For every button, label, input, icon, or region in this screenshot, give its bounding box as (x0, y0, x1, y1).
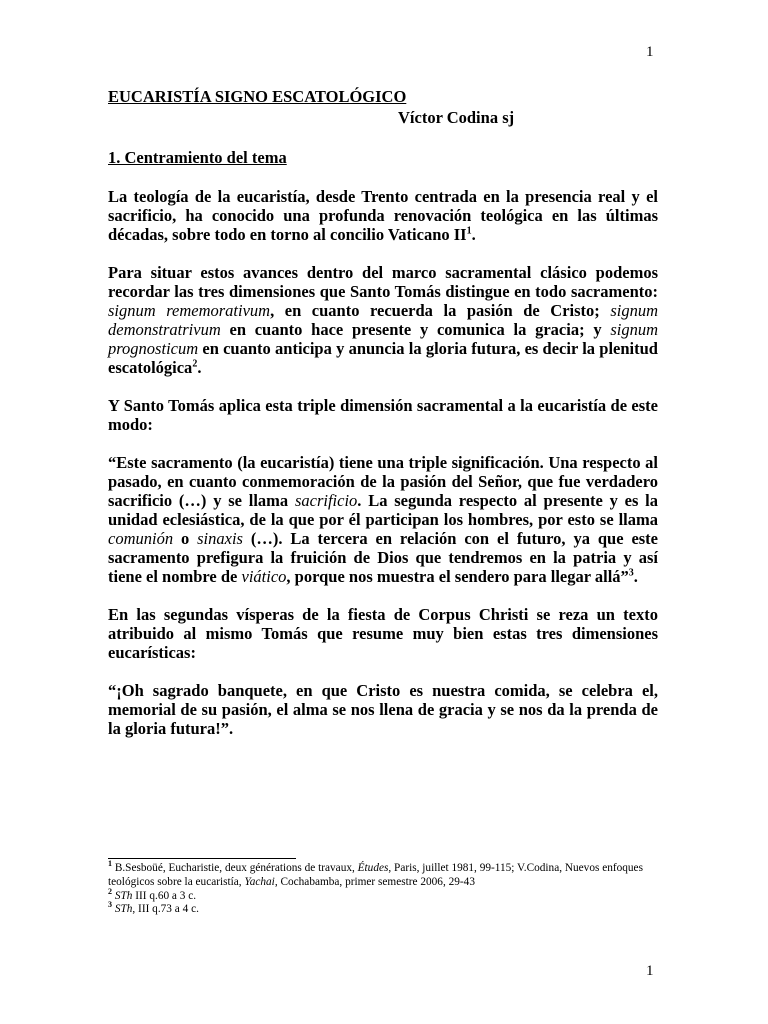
footnote-1: $^1$ B.Sesboüé, Eucharistie, deux générations de travaux, Études, Paris, juillet 1981, 99-115; V.Codina, Nuevos enfoques teológicos sobre la eucaristía, Yachai, Cochabamba, primer semestre 2006, 29-43 (108, 859, 643, 888)
paragraph-2: Para situar estos avances dentro del marco sacramental clásico podemos recordar las tres dimensiones que Santo Tomás distingue en todo sacramento: signum rememorativum, en cuanto recuerda la pasión de Cristo; signum demonstratrivum en cuanto hace presente y comunica la gracia; y signum prognosticum en cuanto anticipa y anuncia la gloria futura, es decir la plenitud escatológica$^2$. (108, 263, 658, 377)
footnote-2: $^2$ STh III q.60 a 3 c. (108, 886, 197, 902)
footnote-ref-1[interactable]: 1 (466, 225, 472, 237)
footnote-ref-2[interactable]: 2 (192, 358, 198, 370)
paragraph-1: La teología de la eucaristía, desde Trento centrada en la presencia real y el sacrificio, ha conocido una profunda renovación teológica en las últimas décadas, sobre todo en torno al concilio Vaticano $II^1$. (108, 187, 658, 244)
paragraph-4-quote: “Este sacramento (la eucaristía) tiene una triple significación. Una respecto al pasado, en cuanto conmemoración de la pasión del Señor, que fue verdadero sacrificio (…) y se llama sacrificio. La segunda respecto al presente y es la unidad eclesiástica, de la que por él participan los hombres, por esto se llama comunión o sinaxis (…). La tercera en relación con el futuro, ya que este sacramento prefigura la fruición de Dios que tendremos en la patria y así tiene el nombre de viático, porque nos muestra el sendero para llegar allá”$^3$. (108, 453, 659, 586)
document-title: EUCARISTÍA SIGNO ESCATOLÓGICO (108, 87, 407, 106)
page-number-bottom: 1 (646, 963, 654, 979)
footnote-ref-3[interactable]: 3 (628, 567, 634, 579)
page-number-top: 1 (646, 44, 654, 60)
footnote-divider (108, 858, 296, 859)
footnotes (108, 858, 648, 917)
paragraph-6-quote: “¡Oh sagrado banquete, en que Cristo es nuestra comida, se celebra el, memorial de su pasión, el alma se nos llena de gracia y se nos da la prenda de la gloria futura!”. (108, 681, 658, 738)
paragraph-3: Y Santo Tomás aplica esta triple dimensión sacramental a la eucaristía de este modo: (108, 396, 658, 434)
footnote-3: $^3$ STh, III q.73 a 4 c. (108, 900, 199, 916)
section-heading: 1. Centramiento del tema (108, 148, 287, 167)
document-author: Víctor Codina sj (398, 108, 515, 127)
paragraph-5: En las segundas vísperas de la fiesta de Corpus Christi se reza un texto atribuido al mismo Tomás que resume muy bien estas tres dimensiones eucarísticas: (108, 605, 658, 662)
document-body (108, 86, 658, 738)
